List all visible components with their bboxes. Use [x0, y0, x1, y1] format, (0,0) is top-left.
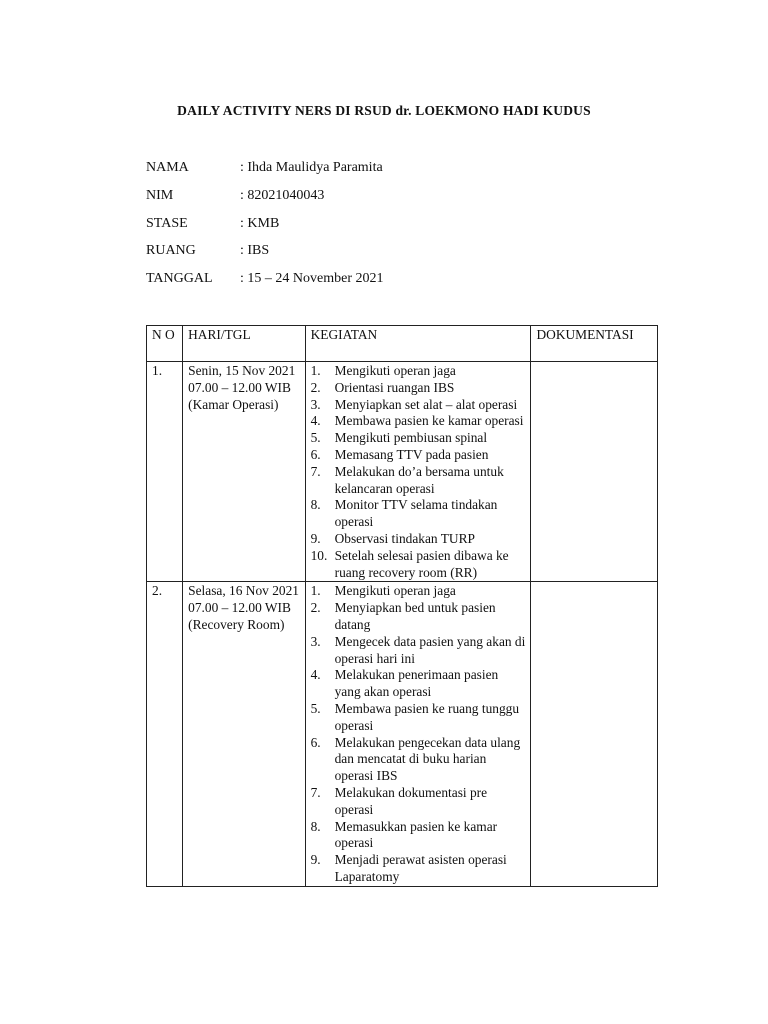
list-item — [311, 852, 526, 886]
cell-no: 1. — [147, 362, 183, 582]
kegiatan-list — [311, 583, 526, 885]
list-item-number: 2. — [310, 600, 321, 616]
header-no: N O — [147, 326, 183, 362]
list-item — [311, 583, 526, 600]
list-item-number: 9. — [310, 852, 321, 868]
cell-hari: Selasa, 16 Nov 2021 07.00 – 12.00 WIB (Recovery Room) — [183, 582, 305, 886]
list-item-text: Mengikuti operan jaga — [334, 363, 456, 378]
info-label: STASE — [146, 216, 188, 231]
list-item-number: 4. — [310, 413, 321, 429]
cell-hari: Senin, 15 Nov 2021 07.00 – 12.00 WIB (Kamar Operasi) — [183, 362, 305, 582]
list-item-number: 1. — [310, 363, 321, 378]
cell-kegiatan — [305, 582, 531, 886]
list-item-number: 8. — [310, 818, 321, 834]
list-item — [311, 634, 526, 668]
list-item — [311, 819, 526, 853]
list-item-number: 10. — [310, 547, 328, 563]
list-item — [311, 667, 526, 701]
list-item — [311, 397, 526, 414]
list-item-text: Menjadi perawat asisten operasi Laparatomy — [334, 852, 507, 884]
list-item-number: 2. — [310, 379, 321, 395]
list-item — [311, 785, 526, 819]
info-value: : KMB — [240, 216, 280, 231]
info-value: : 15 – 24 November 2021 — [240, 271, 384, 286]
list-item-number: 4. — [310, 667, 321, 683]
info-label: NAMA — [146, 160, 189, 175]
info-label: RUANG — [146, 243, 196, 258]
table-row — [147, 362, 658, 582]
info-label: NIM — [146, 188, 174, 203]
activity-table — [146, 325, 658, 887]
list-item-text: Monitor TTV selama tindakan operasi — [334, 497, 498, 530]
list-item-text: Setelah selesai pasien dibawa ke ruang recovery room (RR) — [334, 547, 509, 580]
list-item-text: Melakukan penerimaan pasien yang akan operasi — [334, 667, 499, 700]
list-item-number: 7. — [310, 784, 321, 800]
list-item-text: Melakukan pengecekan data ulang dan mencatat di buku harian operasi IBS — [334, 734, 521, 784]
table-header-row — [147, 326, 658, 362]
list-item-text: Melakukan do’a bersama untuk kelancaran operasi — [334, 463, 504, 496]
list-item — [311, 548, 526, 582]
list-item — [311, 464, 526, 498]
list-item — [311, 497, 526, 531]
list-item-text: Membawa pasien ke kamar operasi — [334, 413, 524, 429]
list-item-text: Observasi tindakan TURP — [334, 530, 475, 546]
list-item — [311, 413, 526, 430]
document-title: DAILY ACTIVITY NERS DI RSUD dr. LOEKMONO HADI KUDUS — [177, 103, 591, 118]
list-item — [311, 447, 526, 464]
list-item-number: 1. — [310, 583, 321, 599]
header-hari: HARI/TGL — [183, 326, 305, 362]
list-item-number: 9. — [310, 530, 321, 546]
list-item-text: Mengikuti pembiusan spinal — [334, 430, 488, 446]
cell-dokumentasi — [531, 362, 658, 582]
list-item-text: Mengecek data pasien yang akan di operasi hari ini — [334, 633, 526, 666]
cell-no: 2. — [147, 582, 183, 886]
list-item-text: Membawa pasien ke ruang tunggu operasi — [334, 700, 520, 733]
cell-dokumentasi — [531, 582, 658, 886]
list-item-text: Menyiapkan bed untuk pasien datang — [334, 600, 496, 632]
list-item-text: Melakukan dokumentasi pre operasi — [334, 784, 488, 817]
list-item — [311, 531, 526, 548]
list-item-text: Memasukkan pasien ke kamar operasi — [334, 818, 498, 851]
list-item — [311, 380, 526, 397]
info-value: : Ihda Maulidya Paramita — [240, 160, 383, 175]
cell-kegiatan — [305, 362, 531, 582]
list-item — [311, 430, 526, 447]
list-item-number: 5. — [310, 700, 321, 716]
list-item-text: Memasang TTV pada pasien — [334, 446, 489, 462]
list-item-number: 6. — [310, 734, 321, 750]
kegiatan-list — [311, 363, 526, 581]
table-row — [147, 582, 658, 886]
list-item-number: 7. — [310, 463, 321, 479]
header-dokumentasi: DOKUMENTASI — [531, 326, 658, 362]
list-item-number: 8. — [310, 497, 321, 513]
list-item — [311, 701, 526, 735]
header-kegiatan: KEGIATAN — [305, 326, 531, 362]
list-item — [311, 735, 526, 785]
info-value: : 82021040043 — [240, 188, 325, 203]
list-item-number: 6. — [310, 446, 321, 462]
list-item-text: Mengikuti operan jaga — [334, 583, 456, 599]
list-item — [311, 363, 526, 380]
list-item-text: Menyiapkan set alat – alat operasi — [334, 396, 518, 412]
list-item — [311, 600, 526, 634]
list-item-number: 3. — [310, 396, 321, 412]
info-label: TANGGAL — [146, 271, 213, 286]
list-item-number: 3. — [310, 633, 321, 649]
info-value: : IBS — [240, 243, 270, 258]
list-item-text: Orientasi ruangan IBS — [334, 379, 455, 395]
list-item-number: 5. — [310, 430, 321, 446]
